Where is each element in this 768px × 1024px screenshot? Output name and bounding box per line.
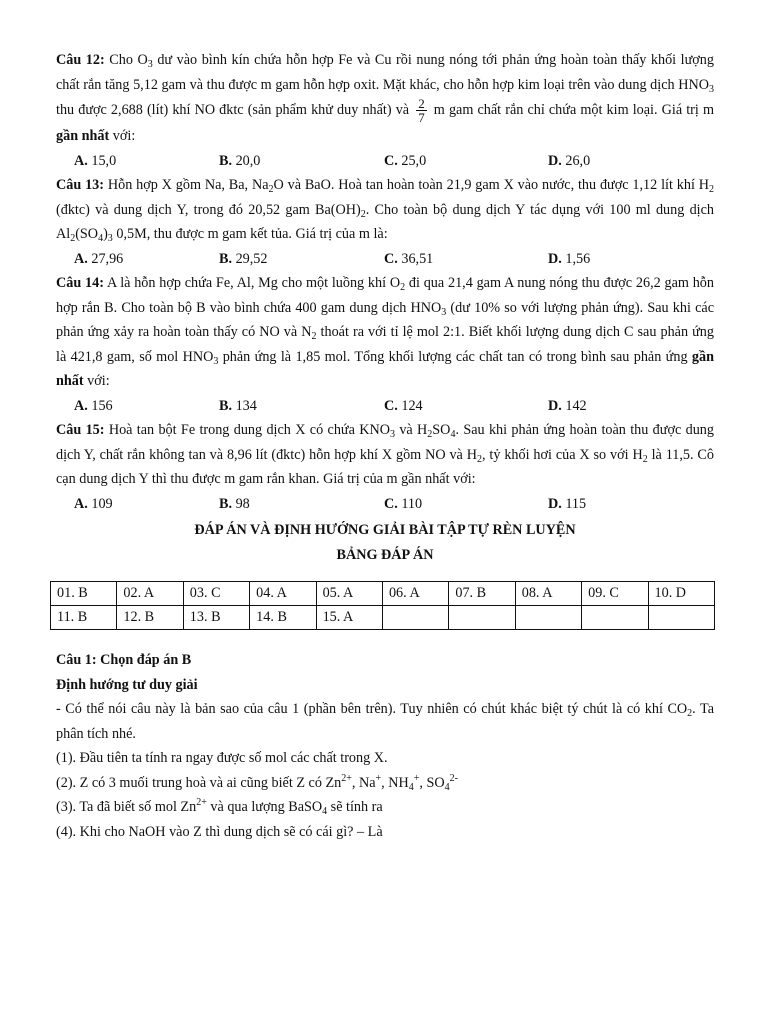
option-b: B. 29,52 <box>219 250 268 267</box>
option-a: A. 15,0 <box>74 152 117 169</box>
solution-title: Câu 1: Chọn đáp án B <box>56 652 192 668</box>
table-cell: 07. B <box>449 582 515 606</box>
option-c: C. 124 <box>384 397 423 414</box>
table-cell <box>648 606 714 630</box>
solution-subtitle: Định hướng tư duy giải <box>56 676 198 693</box>
question-14: Câu 14: A là hỗn hợp chứa Fe, Al, Mg cho một luồng khí $O_2$ đi qua 21,4 gam A nung nóng thu được 26,2 gam hỗn hợp rắn B. Cho toàn bộ B vào bình chứa 400 gam dung dịch $HNO_3$ (dư 10% so với lượng phản ứng). Sau khi các phản ứng xảy ra hoàn toàn thấy có NO và $N_2$ thoát ra với tỉ lệ mol 2:1. Biết khối lượng dung dịch C sau phản ứng là 421,8 gam, số mol $HNO_3$ phản ứng là 1,85 mol. Tổng khối lượng các chất tan có trong bình sau phản ứng gần nhất với: <box>56 275 714 389</box>
question-label: Câu 12: <box>56 52 105 68</box>
table-row <box>51 582 715 606</box>
option-d: D. 1,56 <box>548 250 591 267</box>
table-cell: 15. A <box>316 606 382 630</box>
section-heading: ĐÁP ÁN VÀ ĐỊNH HƯỚNG GIẢI BÀI TẬP TỰ RÈN LUYỆN <box>194 522 576 538</box>
table-cell: 05. A <box>316 582 382 606</box>
table-cell: 02. A <box>117 582 183 606</box>
option-b: B. 98 <box>219 495 250 512</box>
table-row <box>51 606 715 630</box>
question-label: Câu 14: <box>56 275 104 291</box>
table-cell: 01. B <box>51 582 117 606</box>
document-page <box>56 48 714 844</box>
solution-step-4: (4). Khi cho NaOH vào Z thì dung dịch sẽ có cái gì? – Là <box>56 823 383 840</box>
table-cell: 14. B <box>250 606 316 630</box>
option-a: A. 27,96 <box>74 250 124 267</box>
question-label: Câu 15: <box>56 422 105 438</box>
table-cell <box>382 606 448 630</box>
question-15: Câu 15: Hoà tan bột Fe trong dung dịch X có chứa $KNO_3$ và $H_2SO_4$. Sau khi phản ứng hoàn toàn thu được dung dịch Y, chất rắn không tan và 8,96 lít (đktc) hỗn hợp khí X gồm NO và $H_2$, tỷ khối hơi của X so với $H_2$ là 11,5. Cô cạn dung dịch Y thì thu được m gam rắn khan. Giá trị của m gần nhất với: <box>56 422 714 487</box>
table-cell <box>449 606 515 630</box>
solution-paragraph: - Có thể nói câu này là bản sao của câu 1 (phần bên trên). Tuy nhiên có chút khác biệt tý chút là có khí $CO_2$. Ta phân tích nhé. <box>56 701 714 742</box>
option-a: A. 109 <box>74 495 113 512</box>
option-b: B. 134 <box>219 397 257 414</box>
table-cell: 10. D <box>648 582 714 606</box>
table-cell: 12. B <box>117 606 183 630</box>
option-d: D. 142 <box>548 397 587 414</box>
solution-step-2: (2). Z có 3 muối trung hoà và ai cũng biết Z có $Zn^{2+}$, Na+, $NH_4^+$, $SO_4^{2-}$ <box>56 772 458 793</box>
table-cell: 04. A <box>250 582 316 606</box>
option-c: C. 110 <box>384 495 423 512</box>
option-c: C. 25,0 <box>384 152 427 169</box>
table-cell: 11. B <box>51 606 117 630</box>
option-d: D. 26,0 <box>548 152 591 169</box>
answer-options <box>56 247 714 272</box>
table-cell <box>582 606 648 630</box>
option-b: B. 20,0 <box>219 152 261 169</box>
option-d: D. 115 <box>548 495 587 512</box>
table-cell <box>515 606 581 630</box>
question-13: Câu 13: Hỗn hợp X gồm Na, Ba, $Na_2O$ và BaO. Hoà tan hoàn toàn 21,9 gam X vào nước, thu được 1,12 lít khí $H_2$ (đktc) và dung dịch Y, trong đó 20,52 gam $Ba(OH)_2$. Cho toàn bộ dung dịch Y tác dụng với 100 ml dung dịch $Al_2(SO_4)_3$ 0,5M, thu được m gam kết tủa. Giá trị của m là: <box>56 177 714 244</box>
table-cell: 03. C <box>183 582 249 606</box>
answer-options <box>56 394 714 419</box>
table-cell: 08. A <box>515 582 581 606</box>
option-a: A. 156 <box>74 397 113 414</box>
table-cell: 09. C <box>582 582 648 606</box>
table-heading: BẢNG ĐÁP ÁN <box>336 546 434 563</box>
option-c: C. 36,51 <box>384 250 434 267</box>
table-cell: 06. A <box>382 582 448 606</box>
answer-options <box>56 492 714 517</box>
answer-table <box>50 581 715 630</box>
solution-step-1: (1). Đầu tiên ta tính ra ngay được số mol các chất trong X. <box>56 750 388 766</box>
answer-options <box>56 149 714 174</box>
solution-step-3: (3). Ta đã biết số mol $Zn^{2+}$ và qua lượng BaSO$_4$ sẽ tính ra <box>56 797 383 817</box>
fraction: $\frac{2}{7}$ <box>418 96 425 125</box>
table-cell: 13. B <box>183 606 249 630</box>
question-12: Câu 12: Cho $O_3$ dư vào bình kín chứa hỗn hợp Fe và Cu rồi nung nóng tới phản ứng hoàn toàn thấy khối lượng chất rắn tăng 5,12 gam và thu được m gam hỗn hợp oxit. Mặt khác, cho hỗn hợp kim loại trên vào dung dịch $HNO_3$ thu được 2,688 (lít) khí NO đktc (sản phẩm khử duy nhất) và $\frac{2}{7}$ m gam chất rắn chỉ chứa một kim loại. Giá trị m gần nhất với: <box>56 52 714 144</box>
question-label: Câu 13: <box>56 177 104 193</box>
